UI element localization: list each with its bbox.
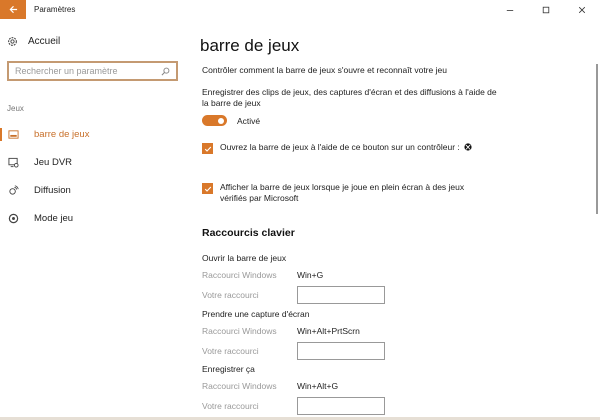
search-box[interactable] bbox=[7, 61, 178, 81]
maximize-button[interactable] bbox=[528, 0, 564, 19]
xbox-icon bbox=[464, 143, 472, 151]
record-toggle[interactable] bbox=[202, 115, 227, 126]
game-bar-icon bbox=[8, 129, 19, 140]
shortcut-group-open-game-bar bbox=[202, 253, 502, 305]
close-button[interactable] bbox=[564, 0, 600, 19]
record-toggle-row bbox=[202, 115, 260, 126]
back-button[interactable] bbox=[0, 0, 26, 19]
custom-shortcut-row bbox=[202, 396, 502, 416]
window-title: Paramètres bbox=[34, 5, 76, 14]
windows-shortcut-value: Win+Alt+G bbox=[297, 381, 339, 391]
sidebar-item-label: Jeu DVR bbox=[34, 156, 73, 168]
fullscreen-label: Afficher la barre de jeux lorsque je joue en plein écran à des jeux vérifiés par Microsoft bbox=[220, 182, 465, 203]
back-arrow-icon bbox=[9, 5, 18, 14]
custom-shortcut-input[interactable] bbox=[297, 342, 385, 360]
shortcuts-title: Raccourcis clavier bbox=[202, 227, 295, 239]
windows-shortcut-row bbox=[202, 265, 502, 285]
gear-icon bbox=[7, 36, 18, 47]
game-dvr-icon bbox=[8, 157, 19, 168]
controller-button-option bbox=[202, 142, 480, 154]
windows-shortcut-label: Raccourci Windows bbox=[202, 326, 277, 336]
shortcut-group-screenshot bbox=[202, 309, 502, 361]
toggle-state-label: Activé bbox=[237, 115, 261, 126]
custom-shortcut-label: Votre raccourci bbox=[202, 401, 259, 411]
record-setting-label: Enregistrer des clips de jeux, des captures d'écran et des diffusions à l'aide de la barre de jeux bbox=[202, 87, 497, 108]
page-description: Contrôler comment la barre de jeux s'ouvre et reconnaît votre jeu bbox=[202, 65, 447, 75]
fullscreen-option bbox=[202, 182, 480, 204]
vertical-scrollbar[interactable] bbox=[596, 64, 598, 214]
toggle-knob bbox=[218, 118, 224, 124]
custom-shortcut-row bbox=[202, 341, 502, 361]
search-input[interactable] bbox=[15, 66, 155, 76]
game-mode-icon bbox=[8, 213, 19, 224]
section-label-games: Jeux bbox=[7, 104, 24, 113]
controller-button-text bbox=[220, 142, 480, 153]
maximize-icon bbox=[542, 6, 550, 14]
fullscreen-checkbox[interactable] bbox=[202, 183, 213, 194]
broadcast-icon bbox=[8, 185, 19, 196]
close-icon bbox=[578, 6, 586, 14]
title-bar bbox=[0, 0, 600, 19]
sidebar-item-broadcast[interactable] bbox=[0, 176, 192, 204]
windows-shortcut-row bbox=[202, 376, 502, 396]
window-controls bbox=[492, 0, 600, 19]
minimize-icon bbox=[506, 6, 514, 14]
search-icon bbox=[161, 67, 170, 76]
sidebar-item-label: Mode jeu bbox=[34, 212, 74, 224]
shortcut-heading: Enregistrer ça bbox=[202, 364, 255, 374]
sidebar-item-label: barre de jeux bbox=[34, 128, 90, 140]
custom-shortcut-label: Votre raccourci bbox=[202, 346, 259, 356]
windows-shortcut-value: Win+G bbox=[297, 270, 324, 280]
checkmark-icon bbox=[204, 185, 212, 193]
sidebar-item-game-dvr[interactable] bbox=[0, 148, 192, 176]
page-title: barre de jeux bbox=[200, 36, 300, 55]
windows-shortcut-row bbox=[202, 321, 502, 341]
checkmark-icon bbox=[204, 145, 212, 153]
custom-shortcut-input[interactable] bbox=[297, 397, 385, 415]
main-content bbox=[200, 19, 592, 417]
windows-shortcut-label: Raccourci Windows bbox=[202, 381, 277, 391]
sidebar-nav bbox=[0, 120, 192, 232]
shortcut-group-record-that bbox=[202, 364, 502, 416]
minimize-button[interactable] bbox=[492, 0, 528, 19]
controller-button-label: Ouvrez la barre de jeux à l'aide de ce bouton sur un contrôleur : bbox=[220, 142, 460, 152]
windows-shortcut-label: Raccourci Windows bbox=[202, 270, 277, 280]
sidebar-item-game-bar[interactable] bbox=[0, 120, 192, 148]
windows-shortcut-value: Win+Alt+PrtScrn bbox=[297, 326, 360, 336]
shortcut-heading: Prendre une capture d'écran bbox=[202, 309, 310, 319]
custom-shortcut-input[interactable] bbox=[297, 286, 385, 304]
home-link[interactable] bbox=[7, 36, 60, 47]
shortcut-heading: Ouvrir la barre de jeux bbox=[202, 253, 287, 263]
custom-shortcut-label: Votre raccourci bbox=[202, 290, 259, 300]
home-label: Accueil bbox=[28, 36, 61, 47]
controller-button-checkbox[interactable] bbox=[202, 143, 213, 154]
sidebar bbox=[0, 19, 192, 417]
sidebar-item-game-mode[interactable] bbox=[0, 204, 192, 232]
custom-shortcut-row bbox=[202, 285, 502, 305]
sidebar-item-label: Diffusion bbox=[34, 184, 71, 196]
